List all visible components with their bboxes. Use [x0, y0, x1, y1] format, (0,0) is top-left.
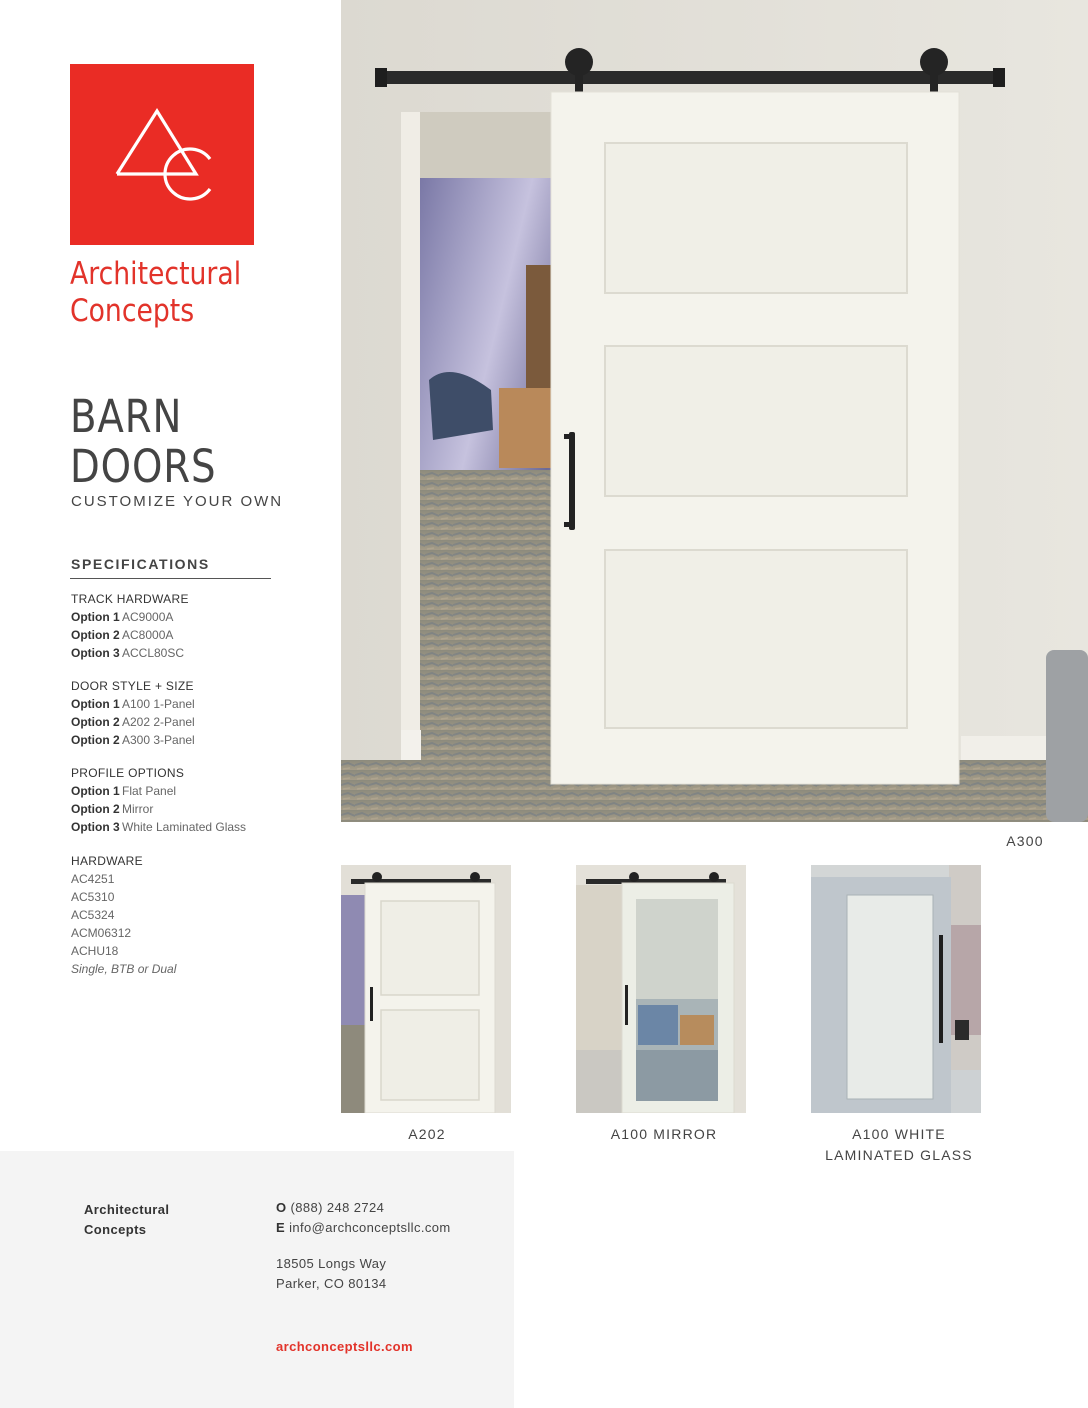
spec-group-profile-options	[71, 764, 246, 836]
option-label: Option 1	[71, 697, 120, 711]
option-value: AC8000A	[122, 628, 174, 642]
footer-website-link[interactable]: archconceptsllc.com	[276, 1339, 413, 1354]
option-label: Option 1	[71, 610, 120, 624]
spec-group-title: HARDWARE	[71, 854, 143, 868]
brand-name	[70, 256, 241, 330]
hardware-note: Single, BTB or Dual	[71, 962, 177, 976]
option-value: A300 3-Panel	[122, 733, 195, 747]
spec-group-title: PROFILE OPTIONS	[71, 766, 185, 780]
spec-group-track-hardware	[71, 590, 189, 662]
hardware-item: AC5324	[71, 908, 115, 922]
thumb3-caption-line-2: LAMINATED GLASS	[825, 1147, 973, 1163]
hardware-item: AC4251	[71, 872, 115, 886]
spec-group-title: DOOR STYLE + SIZE	[71, 679, 194, 693]
option-value: White Laminated Glass	[122, 820, 247, 834]
email-label: E	[276, 1220, 286, 1235]
option-value: ACCL80SC	[122, 646, 185, 660]
thumb2-caption: A100 MIRROR	[610, 1126, 718, 1142]
option-label: Option 1	[71, 784, 120, 798]
footer-brand-line-2: Concepts	[84, 1222, 147, 1237]
spec-group-hardware	[71, 852, 176, 978]
footer-phone[interactable]: (888) 248 2724	[290, 1200, 385, 1215]
spec-group-title: TRACK HARDWARE	[71, 592, 189, 606]
spec-option	[71, 800, 246, 818]
spec-option	[71, 818, 246, 836]
option-label: Option 3	[71, 646, 120, 660]
address-line-1: 18505 Longs Way	[276, 1256, 387, 1271]
option-value: Mirror	[122, 802, 154, 816]
thumb3-caption	[816, 1124, 982, 1166]
option-label: Option 3	[71, 820, 120, 834]
spec-option	[71, 713, 195, 731]
page-subtitle: CUSTOMIZE YOUR OWN	[71, 493, 284, 510]
divider	[70, 578, 271, 579]
hardware-item: ACHU18	[71, 944, 119, 958]
thumb-photo-a100-white-laminated-glass	[811, 865, 981, 1113]
spec-option	[71, 608, 189, 626]
title-line-2: DOORS	[70, 440, 217, 493]
option-label: Option 2	[71, 628, 120, 642]
option-value: AC9000A	[122, 610, 174, 624]
thumb1-caption: A202	[408, 1126, 446, 1142]
footer-email-link[interactable]: info@archconceptsllc.com	[289, 1220, 451, 1235]
option-label: Option 2	[71, 733, 120, 747]
phone-label: O	[276, 1200, 287, 1215]
spec-option	[71, 626, 189, 644]
footer-address	[276, 1254, 386, 1294]
option-label: Option 2	[71, 802, 120, 816]
spec-option	[71, 695, 195, 713]
footer-brand	[84, 1200, 169, 1240]
spec-option	[71, 731, 195, 749]
brand-line-2: Concepts	[70, 293, 195, 329]
hardware-item: ACM06312	[71, 926, 132, 940]
spec-group-door-style	[71, 677, 195, 749]
footer-phone-row	[276, 1198, 451, 1218]
hardware-item: AC5310	[71, 890, 115, 904]
main-photo-caption: A300	[1006, 833, 1044, 849]
brand-line-1: Architectural	[70, 256, 242, 292]
thumb-photo-a100-mirror	[576, 865, 746, 1113]
title-line-1: BARN	[70, 390, 183, 443]
option-value: A202 2-Panel	[122, 715, 195, 729]
main-photo-a300	[341, 0, 1088, 822]
option-value: Flat Panel	[122, 784, 177, 798]
footer-contact	[276, 1198, 451, 1238]
spec-option	[71, 644, 189, 662]
footer-brand-line-1: Architectural	[84, 1202, 170, 1217]
brand-logo-mark	[70, 64, 254, 245]
thumb-photo-a202	[341, 865, 511, 1113]
page-title	[70, 392, 216, 492]
thumb3-caption-line-1: A100 WHITE	[852, 1126, 946, 1142]
option-value: A100 1-Panel	[122, 697, 195, 711]
specifications-heading: SPECIFICATIONS	[71, 556, 210, 572]
ac-monogram-icon	[70, 64, 254, 245]
option-label: Option 2	[71, 715, 120, 729]
address-line-2: Parker, CO 80134	[276, 1276, 387, 1291]
footer-email-row	[276, 1218, 451, 1238]
spec-option	[71, 782, 246, 800]
footer	[0, 1151, 514, 1408]
